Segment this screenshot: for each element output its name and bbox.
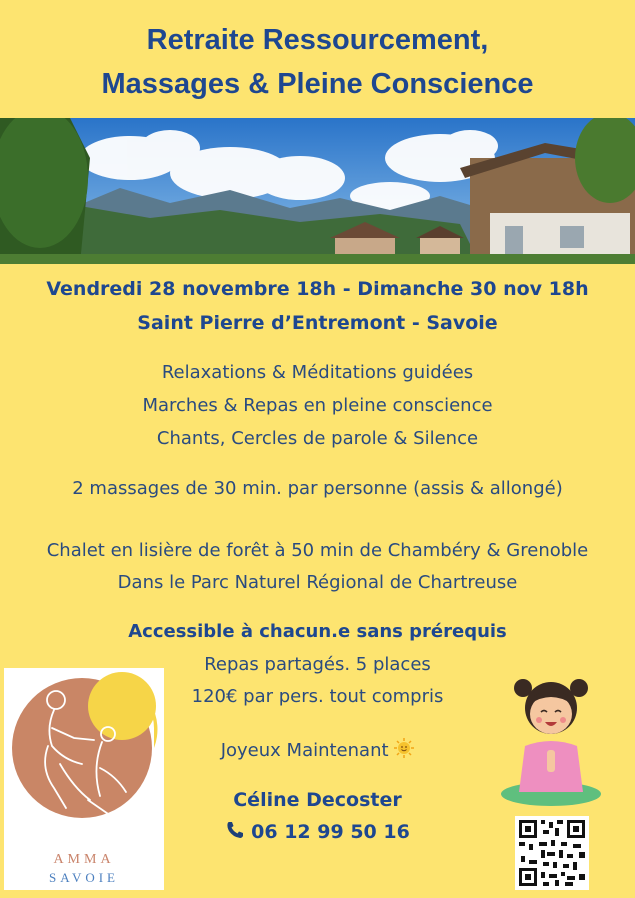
activity-item: Marches & Repas en pleine conscience: [142, 395, 493, 416]
massages-info: 2 massages de 30 min. par personne (assis & allongé): [72, 478, 563, 499]
logo-text-amma: AMMA: [53, 852, 115, 867]
title-line-1: Retraite Ressourcement,: [146, 24, 489, 56]
venue-line: Dans le Parc Naturel Régional de Chartreuse: [117, 572, 518, 593]
title-line-2: Massages & Pleine Conscience: [101, 68, 534, 100]
detail-line: 120€ par pers. tout compris: [191, 686, 444, 707]
landscape-photo: [0, 118, 635, 264]
qr-code[interactable]: [515, 816, 589, 890]
activity-item: Chants, Cercles de parole & Silence: [156, 428, 479, 449]
venue-line: Chalet en lisière de forêt à 50 min de Chambéry & Grenoble: [46, 540, 589, 561]
logo-text-savoie: SAVOIE: [49, 870, 119, 885]
activity-item: Relaxations & Méditations guidées: [161, 362, 474, 383]
contact-phone: 06 12 99 50 16: [251, 821, 410, 843]
meditating-child-illustration: [497, 676, 605, 808]
contact-name: Céline Decoster: [233, 789, 402, 811]
phone-icon: [225, 820, 245, 845]
closing-text: Joyeux Maintenant: [220, 740, 389, 761]
amma-savoie-logo: [4, 668, 164, 890]
event-dates: Vendredi 28 novembre 18h - Dimanche 30 nov 18h: [46, 278, 589, 300]
event-location: Saint Pierre d’Entremont - Savoie: [137, 312, 498, 334]
smiley-sun-icon: [394, 738, 414, 763]
detail-line: Repas partagés. 5 places: [204, 654, 431, 675]
accessibility-note: Accessible à chacun.e sans prérequis: [128, 621, 507, 642]
